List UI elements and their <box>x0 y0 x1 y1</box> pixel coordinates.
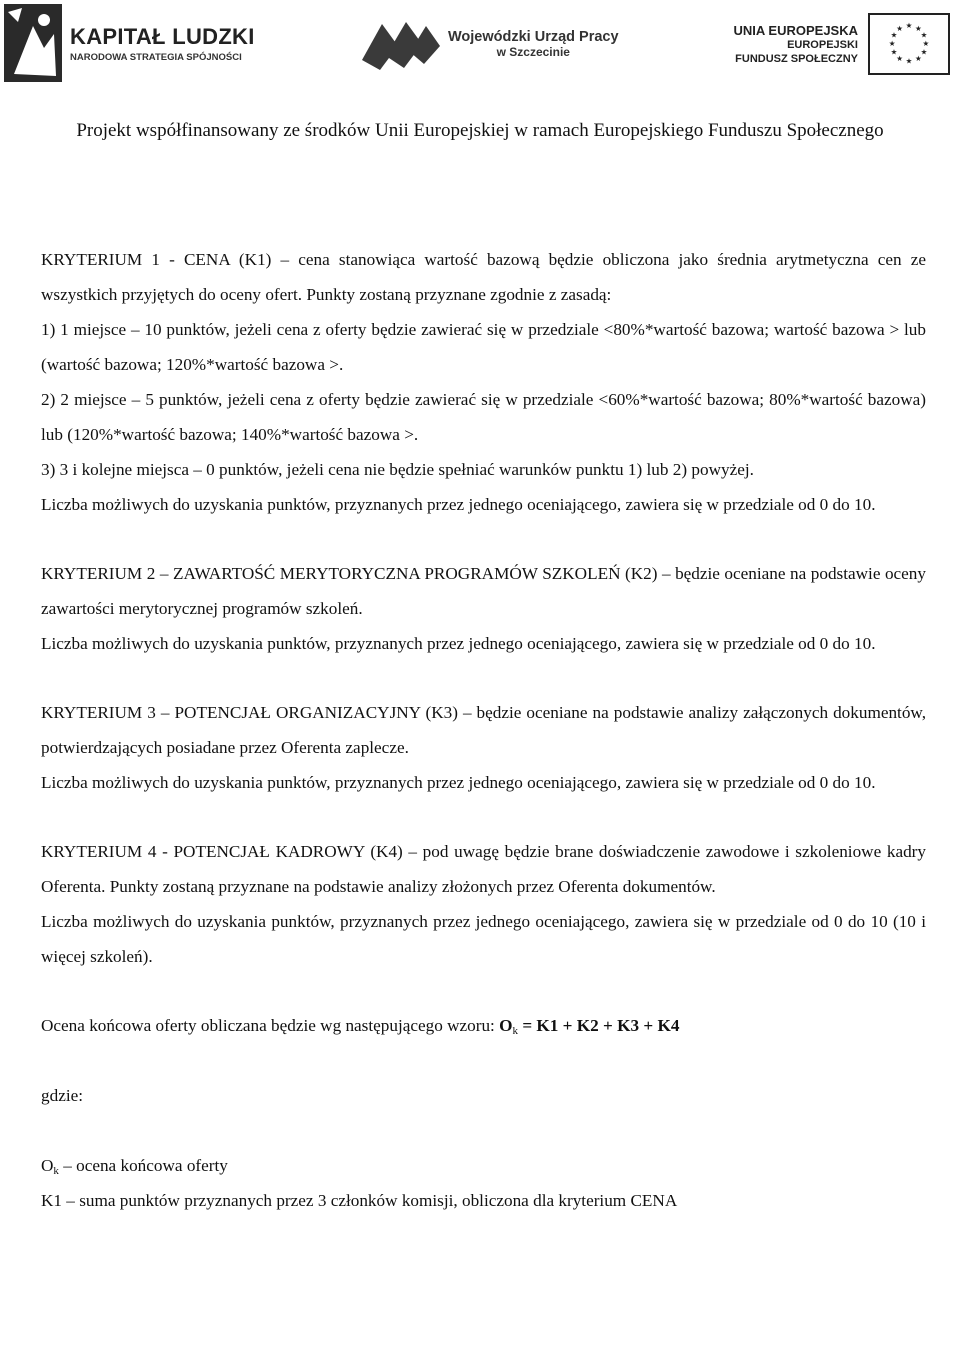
where-label: gdzie: <box>41 1086 83 1105</box>
wup-title: Wojewódzki Urząd Pracy <box>448 29 619 45</box>
definition-k1: K1 – suma punktów przyznanych przez 3 członków komisji, obliczona dla kryterium CENA <box>41 1191 678 1210</box>
svg-text:★: ★ <box>890 47 898 57</box>
final-score-formula <box>41 1008 926 1043</box>
formula-k: k <box>512 1025 519 1037</box>
k4-points-range: Liczba możliwych do uzyskania punktów, przyznanych przez jednego oceniającego, zawiera się w przedziale od 0 do 10 (10 i więcej szkoleń). <box>41 912 926 966</box>
formula-o: O <box>499 1016 513 1035</box>
definition-ok <box>41 1148 926 1183</box>
kl-title: KAPITAŁ LUDZKI <box>70 23 255 49</box>
ue-subtitle-2: FUNDUSZ SPOŁECZNY <box>735 52 858 65</box>
svg-text:★: ★ <box>915 23 922 33</box>
wup-emblem-icon <box>360 16 442 72</box>
formula-intro: Ocena końcowa oferty obliczana będzie wg następującego wzoru: <box>41 1016 500 1035</box>
svg-text:★: ★ <box>905 21 913 31</box>
k2-points-range: Liczba możliwych do uzyskania punktów, przyznanych przez jednego oceniającego, zawiera się w przedziale od 0 do 10. <box>41 634 876 653</box>
svg-text:★: ★ <box>890 30 898 40</box>
svg-text:★: ★ <box>905 56 913 66</box>
k1-points-range: Liczba możliwych do uzyskania punktów, przyznanych przez jednego oceniającego, zawiera się w przedziale od 0 do 10. <box>41 495 876 514</box>
k3-points-range: Liczba możliwych do uzyskania punktów, przyznanych przez jednego oceniającego, zawiera się w przedziale od 0 do 10. <box>41 773 876 792</box>
project-funding-subtitle: Projekt współfinansowany ze środków Unii Europejskiej w ramach Europejskiego Funduszu Społecznego <box>76 120 884 141</box>
kapital-ludzki-emblem-icon <box>4 4 62 82</box>
wup-logo <box>360 14 619 74</box>
svg-text:★: ★ <box>915 53 922 63</box>
svg-text:★: ★ <box>896 53 903 63</box>
k1-rule-2: 2) 2 miejsce – 5 punktów, jeżeli cena z oferty będzie zawierać się w przedziale <60%*wartość bazowa; 80%*wartość bazowa) lub (120%*wartość bazowa; 140%*wartość bazowa >. <box>41 390 926 444</box>
ue-subtitle-1: EUROPEJSKI <box>787 38 858 51</box>
def-ok-text: – ocena końcowa oferty <box>58 1156 228 1175</box>
page-header <box>0 0 960 90</box>
def-o: O <box>41 1156 54 1175</box>
def-k: k <box>53 1165 59 1177</box>
svg-text:★: ★ <box>920 30 928 40</box>
k4-description: KRYTERIUM 4 - POTENCJAŁ KADROWY (K4) – pod uwagę będzie brane doświadczenie zawodowe i szkoleniowe kadry Oferenta. Punkty zostaną przyznane na podstawie analizy złożonych przez Oferenta dokumentów. <box>41 842 926 896</box>
ue-title: UNIA EUROPEJSKA <box>733 22 858 38</box>
wup-subtitle: w Szczecinie <box>496 45 570 59</box>
formula-rhs: = K1 + K2 + K3 + K4 <box>518 1016 680 1035</box>
svg-text:★: ★ <box>920 47 928 57</box>
k1-rule-3: 3) 3 i kolejne miejsca – 0 punktów, jeżeli cena nie będzie spełniać warunków punktu 1) lub 2) powyżej. <box>41 460 754 479</box>
k2-description: KRYTERIUM 2 – ZAWARTOŚĆ MERYTORYCZNA PROGRAMÓW SZKOLEŃ (K2) – będzie oceniane na podstawie oceny zawartości merytorycznej programów szkoleń. <box>41 564 926 618</box>
svg-text:★: ★ <box>888 38 896 48</box>
document-body <box>41 242 926 1218</box>
kapital-ludzki-logo <box>4 2 255 84</box>
k3-description: KRYTERIUM 3 – POTENCJAŁ ORGANIZACYJNY (K3) – będzie oceniane na podstawie analizy załączonych dokumentów, potwierdzających posiadane przez Oferenta zaplecze. <box>41 703 926 757</box>
k1-description: KRYTERIUM 1 - CENA (K1) – cena stanowiąca wartość bazową będzie obliczona jako średnia arytmetyczna cen ze wszystkich przyjętych do oceny ofert. Punkty zostaną przyznane zgodnie z zasadą: <box>41 250 926 304</box>
k1-rule-1: 1) 1 miejsce – 10 punktów, jeżeli cena z oferty będzie zawierać się w przedziale <80%*wartość bazowa; wartość bazowa > lub (wartość bazowa; 120%*wartość bazowa >. <box>41 320 926 374</box>
eu-flag-icon <box>868 13 950 75</box>
svg-text:★: ★ <box>896 23 903 33</box>
kl-subtitle: NARODOWA STRATEGIA SPÓJNOŚCI <box>70 51 242 63</box>
svg-text:★: ★ <box>922 38 930 48</box>
ue-logo <box>734 10 950 78</box>
